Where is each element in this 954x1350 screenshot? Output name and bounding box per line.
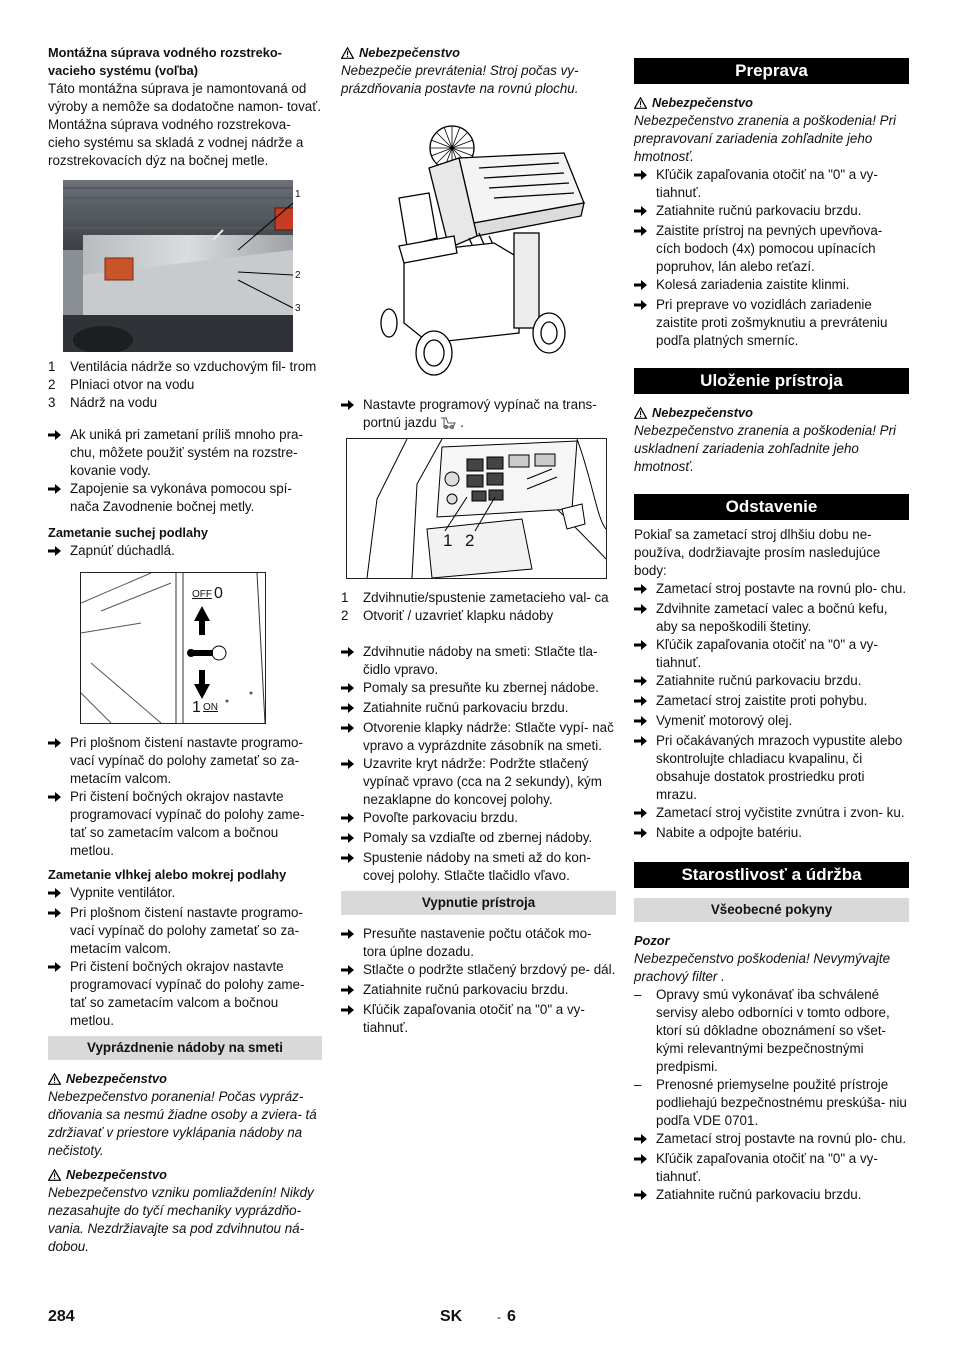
caution-text: Nebezpečenstvo poškodenia! Nevymývajte prachový filter .	[634, 951, 891, 984]
step-item: Otvorenie klapky nádrže: Stlačte vypí- nač vpravo a vyprázdnite zásobník na smeti.	[341, 719, 616, 755]
callout-2: 2	[465, 531, 475, 550]
step-item: Zatiahnite ručnú parkovaciu brzdu.	[634, 672, 909, 692]
warning-triangle-icon	[634, 97, 647, 109]
transport-drive-icon	[440, 415, 456, 429]
arrow-right-icon	[48, 426, 70, 480]
step-item: Zdvihnite zametací valec a bočnú kefu, aby sa nepoškodili štetiny.	[634, 600, 909, 636]
step-item: Zametací stroj postavte na rovnú plo- chu.	[634, 580, 909, 600]
step-item: Pri plošnom čistení nastavte programo- vací vypínač do polohy zametať so za- metacím valcom.	[48, 734, 322, 788]
step-item: Pri preprave vo vozidlách zariadenie zaistite proti zošmyknutiu a prevráteniu podľa platných smerníc.	[634, 296, 909, 350]
arrow-right-icon	[634, 692, 656, 712]
arrow-right-icon	[634, 672, 656, 692]
warning-text: Nebezpečie prevrátenia! Stroj počas vy- prázdňovania postavte na rovnú plochu.	[341, 63, 579, 96]
arrow-right-icon	[341, 981, 363, 1001]
arrow-right-icon	[634, 636, 656, 672]
arrow-right-icon	[634, 824, 656, 844]
arrow-right-icon	[634, 166, 656, 202]
arrow-right-icon	[341, 679, 363, 699]
section-header-general-notes: Všeobecné pokyny	[634, 898, 909, 922]
callout-1: 1	[443, 531, 453, 550]
arrow-right-icon	[48, 788, 70, 860]
page-number: 284	[48, 1308, 75, 1325]
warning-heading: Nebezpečenstvo	[634, 94, 909, 112]
arrow-right-icon	[341, 829, 363, 849]
arrow-right-icon	[48, 480, 70, 516]
step-item: Zapojenie sa vykonáva pomocou spí- nača Zavodnenie bočnej metly.	[48, 480, 322, 516]
section-header-transport: Preprava	[634, 58, 909, 84]
figure-sweeper-raised-bin	[359, 108, 599, 378]
arrow-right-icon	[341, 755, 363, 809]
warning-triangle-icon	[48, 1073, 61, 1085]
caution-heading: Pozor	[634, 933, 670, 948]
section-header-switch-off: Vypnutie prístroja	[341, 891, 616, 915]
step-item: Kľúčik zapaľovania otočiť na "0" a vy- tiahnuť.	[634, 636, 909, 672]
arrow-right-icon	[634, 222, 656, 276]
figure-control-panel	[346, 438, 607, 579]
step-item: Kľúčik zapaľovania otočiť na "0" a vy- tiahnuť.	[341, 1001, 616, 1037]
arrow-right-icon	[634, 202, 656, 222]
step-item: Uzavrite kryt nádrže: Podržte stlačený vypínač vpravo (cca na 2 sekundy), kým nezaklapne do koncovej polohy.	[341, 755, 616, 809]
step-item: Kľúčik zapaľovania otočiť na "0" a vy- tiahnuť.	[634, 166, 909, 202]
switch-zero-label: 0	[214, 585, 223, 602]
step-item: Zatiahnite ručnú parkovaciu brzdu.	[341, 981, 616, 1001]
step-item: Spustenie nádoby na smeti až do kon- covej polohy. Stlačte tlačidlo vľavo.	[341, 849, 616, 885]
step-item: Pomaly sa presuňte ku zbernej nádobe.	[341, 679, 616, 699]
arrow-right-icon	[634, 1130, 656, 1150]
sweeper-drawing	[359, 108, 599, 378]
warning-triangle-icon	[48, 1169, 61, 1181]
step-item: Presuňte nastavenie počtu otáčok mo- tora úplne dozadu.	[341, 925, 616, 961]
warning-heading: Nebezpečenstvo	[634, 404, 909, 422]
step-item: Vymeniť motorový olej.	[634, 712, 909, 732]
step-item: Pri očakávaných mrazoch vypustite alebo skontrolujte chladiacu kvapalinu, či obsahuje dostatok prostriedku proti mrazu.	[634, 732, 909, 804]
callout-1: 1	[295, 189, 301, 200]
paragraph: Montážna súprava vodného rozstrekova- cieho systému sa skladá z vodnej nádrže a rozstrekovacích dýz na bočnej metle.	[48, 117, 304, 168]
arrow-right-icon	[48, 904, 70, 958]
warning-heading: Nebezpečenstvo	[48, 1070, 322, 1088]
column-right	[634, 58, 909, 1206]
paragraph: Táto montážna súprava je namontovaná od výroby a nemôže sa dodatočne namon- tovať.	[48, 81, 321, 114]
arrow-right-icon	[634, 1186, 656, 1206]
arrow-right-icon	[48, 542, 70, 562]
step-item: Kľúčik zapaľovania otočiť na "0" a vy- tiahnuť.	[634, 1150, 909, 1186]
step-item: Nabite a odpojte batériu.	[634, 824, 909, 844]
arrow-right-icon	[341, 643, 363, 679]
list-item: 2 Otvoriť / uzavrieť klapku nádoby	[341, 608, 554, 623]
legend-list	[341, 589, 616, 625]
callout-2: 2	[295, 270, 301, 281]
step-item: Zametací stroj postavte na rovnú plo- chu.	[634, 1130, 909, 1150]
legend-list	[48, 358, 322, 412]
step-item: Pri čistení bočných okrajov nastavte programovací vypínač do polohy zame- tať so zametacím valcom a bočnou metlou.	[48, 788, 322, 860]
arrow-right-icon	[48, 734, 70, 788]
step-item: Kolesá zariadenia zaistite klinmi.	[634, 276, 909, 296]
arrow-right-icon	[634, 276, 656, 296]
column-middle	[341, 44, 616, 1037]
section-title-wet-sweeping: Zametanie vlhkej alebo mokrej podlahy	[48, 867, 287, 882]
list-item: 2 Plniaci otvor na vodu	[48, 377, 195, 392]
section-header-shutdown: Odstavenie	[634, 494, 909, 520]
list-item: – Opravy smú vykonávať iba schválené servisy alebo odborníci v tomto odbore, ktorí sú dôkladne oboznámení so všet- kými relevantnými bezpečnostnými predpismi.	[634, 987, 890, 1074]
step-item: Zatiahnite ručnú parkovaciu brzdu.	[634, 202, 909, 222]
water-tank-photo-image	[63, 180, 319, 352]
step-item: Stlačte o podržte stlačený brzdový pe- dál.	[341, 961, 616, 981]
list-item: 1 Ventilácia nádrže so vzduchovým fil- trom	[48, 359, 317, 374]
column-left	[48, 44, 322, 1256]
callout-3: 3	[295, 303, 301, 314]
step-item: Zametací stroj vyčistite zvnútra i zvon- ku.	[634, 804, 909, 824]
section-title-water-spray: Montážna súprava vodného rozstreko- vacieho systému (voľba)	[48, 45, 282, 78]
arrow-right-icon	[341, 699, 363, 719]
step-item: Povoľte parkovaciu brzdu.	[341, 809, 616, 829]
arrow-right-icon	[634, 1150, 656, 1186]
warning-heading: Nebezpečenstvo	[341, 44, 616, 62]
arrow-right-icon	[341, 849, 363, 885]
arrow-right-icon	[341, 719, 363, 755]
list-item: – Prenosné priemyselne použité prístroje podliehajú bezpečnostnému preskúša- niu podľa VDE 0701.	[634, 1077, 907, 1128]
section-title-dry-sweeping: Zametanie suchej podlahy	[48, 525, 209, 540]
arrow-right-icon	[341, 1001, 363, 1037]
paragraph: Pokiaľ sa zametací stroj dlhšiu dobu ne- používa, dodržiavajte prosím nasledujúce body:	[634, 527, 881, 578]
warning-triangle-icon	[634, 407, 647, 419]
arrow-right-icon	[341, 809, 363, 829]
section-page-number: 6	[507, 1308, 516, 1325]
warning-text: Nebezpečenstvo poranenia! Počas vypráz- dňovania sa nesmú žiadne osoby a zviera- tá zdržiavať v priestore vyklápania nádoby na nečistoty.	[48, 1089, 317, 1158]
arrow-right-icon	[48, 958, 70, 1030]
arrow-right-icon	[634, 580, 656, 600]
list-item: 3 Nádrž na vodu	[48, 395, 158, 410]
language-code: SK	[440, 1308, 463, 1325]
arrow-right-icon	[341, 396, 363, 432]
step-item: Nastavte programový vypínač na trans- portnú jazdu .	[341, 396, 616, 432]
list-item: 1 Zdvihnutie/spustenie zametacieho val- ca	[341, 590, 609, 605]
switch-diagram	[81, 573, 265, 723]
arrow-right-icon	[634, 804, 656, 824]
step-item: Zatiahnite ručnú parkovaciu brzdu.	[634, 1186, 909, 1206]
photo-water-tank	[63, 180, 319, 352]
arrow-right-icon	[634, 732, 656, 804]
switch-off-label: OFF	[192, 589, 212, 600]
warning-heading: Nebezpečenstvo	[48, 1166, 322, 1184]
step-item: Zaistite prístroj na pevných upevňova- cích bodoch (4x) pomocou upínacích popruhov, lán alebo reťazí.	[634, 222, 909, 276]
arrow-right-icon	[634, 296, 656, 350]
section-header-storage: Uloženie prístroja	[634, 368, 909, 394]
section-header-emptying: Vyprázdnenie nádoby na smeti	[48, 1036, 322, 1060]
step-item: Pri plošnom čistení nastavte programo- vací vypínač do polohy zametať so za- metacím valcom.	[48, 904, 322, 958]
footer-dash: -	[497, 1310, 501, 1324]
switch-on-label: ON	[203, 702, 218, 713]
arrow-right-icon	[341, 925, 363, 961]
arrow-right-icon	[48, 884, 70, 904]
step-item: Pomaly sa vzdiaľte od zbernej nádoby.	[341, 829, 616, 849]
warning-text: Nebezpečenstvo vzniku pomliaždenín! Nikdy nezasahujte do tyčí mechaniky vyprázdňo- vania. Nezdržiavajte sa pod zdvihnutou ná- dobou.	[48, 1185, 314, 1254]
step-item: Zapnúť dúchadlá.	[48, 542, 322, 562]
control-panel-drawing	[347, 439, 606, 578]
section-header-care-maintenance: Starostlivosť a údržba	[634, 862, 909, 888]
arrow-right-icon	[341, 961, 363, 981]
step-item: Vypnite ventilátor.	[48, 884, 322, 904]
warning-triangle-icon	[341, 47, 354, 59]
step-item: Pri čistení bočných okrajov nastavte programovací vypínač do polohy zame- tať so zametacím valcom a bočnou metlou.	[48, 958, 322, 1030]
warning-text: Nebezpečenstvo zranenia a poškodenia! Pri uskladnení zariadenia zohľadnite jeho hmotnosť.	[634, 423, 897, 474]
warning-text: Nebezpečenstvo zranenia a poškodenia! Pri prepravovaní zariadenia zohľadnite jeho hmotnosť.	[634, 113, 897, 164]
arrow-right-icon	[634, 600, 656, 636]
switch-one-label: 1	[192, 699, 201, 716]
figure-blower-switch	[80, 572, 266, 724]
step-item: Zdvihnutie nádoby na smeti: Stlačte tla- čidlo vpravo.	[341, 643, 616, 679]
step-item: Zatiahnite ručnú parkovaciu brzdu.	[341, 699, 616, 719]
arrow-right-icon	[634, 712, 656, 732]
step-item: Zametací stroj zaistite proti pohybu.	[634, 692, 909, 712]
step-item: Ak uniká pri zametaní príliš mnoho pra- chu, môžete použiť systém na rozstre- kovanie vody.	[48, 426, 322, 480]
